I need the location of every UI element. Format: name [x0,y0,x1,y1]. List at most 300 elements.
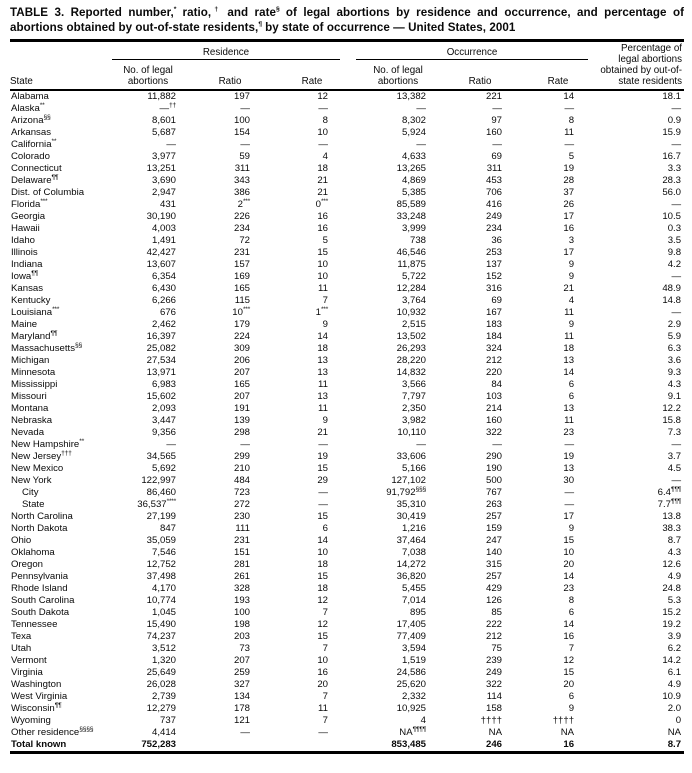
value-cell: 10 [317,655,328,666]
value-cell: 11 [318,379,328,390]
value-cell: — [318,727,328,738]
value-cell: 197 [233,91,250,102]
value-cell: 230 [233,511,250,522]
table-row [10,451,684,463]
value-cell: 38.3 [662,523,682,534]
table-row [10,535,684,547]
value-cell: 322 [485,427,502,438]
value-cell: 17 [563,247,575,258]
value-cell: — [564,499,575,510]
value-cell: — [318,499,328,510]
table-row [10,667,684,679]
value-cell: 4.3 [667,547,682,558]
value-cell: 25,649 [146,667,176,678]
value-cell: 19 [563,163,575,174]
state-cell: Mississippi [11,379,58,390]
value-cell: 15 [317,247,328,258]
table-row [10,187,684,199]
value-cell: — [166,139,176,150]
value-cell: 178 [233,703,250,714]
value-cell: 11 [564,307,575,318]
value-cell: 4 [420,715,426,726]
value-cell: 6.3 [667,343,682,354]
value-cell: 151 [233,547,250,558]
value-cell: 14.8 [662,295,682,306]
table-row [10,259,684,271]
value-cell: 7 [322,607,328,618]
state-cell: New York [11,475,52,486]
table-row [10,655,684,667]
value-cell: 2,462 [151,319,176,330]
value-cell: 10*** [232,305,250,318]
value-cell: 7.3 [667,427,682,438]
value-cell: 6 [568,391,575,402]
state-cell: Colorado [11,151,50,162]
value-cell: 23 [563,427,575,438]
value-cell: 26 [563,199,575,210]
table-row [10,631,684,643]
value-cell: 8,302 [401,115,426,126]
state-cell: Massachusetts§§ [11,341,82,354]
value-cell: 8 [568,115,575,126]
value-cell: 48.9 [662,283,682,294]
value-cell: 4,003 [151,223,176,234]
table-row [10,211,684,223]
value-cell: 7.7¶¶¶ [657,497,682,510]
value-cell: 139 [233,415,250,426]
value-cell: —†† [159,101,176,114]
value-cell: 6,266 [151,295,176,306]
value-cell: 752,283 [141,739,176,750]
value-cell: 85,589 [396,199,426,210]
value-cell: 15 [317,571,328,582]
value-cell: 28.3 [662,175,682,186]
value-cell: 4.9 [667,571,682,582]
value-cell: 3.7 [667,451,682,462]
value-cell: 3,690 [151,175,176,186]
state-cell: Indiana [11,259,43,270]
value-cell: 214 [485,403,502,414]
value-cell: †††† [552,715,575,726]
value-cell: 134 [233,691,250,702]
state-cell: Illinois [11,247,38,258]
value-cell: 17 [563,511,575,522]
value-cell: 26,293 [396,343,426,354]
table-row [10,691,684,703]
value-cell: 77,409 [396,631,426,642]
value-cell: NA [667,727,682,738]
value-cell: 14 [563,571,575,582]
value-cell: 4.9 [667,679,682,690]
value-cell: 738 [409,235,426,246]
value-cell: 28 [563,175,575,186]
table-row [10,223,684,235]
table-row [10,319,684,331]
column-header-residence-ratio: Ratio [218,76,242,87]
value-cell: 207 [233,655,250,666]
value-cell: 3,982 [401,415,426,426]
value-cell: 35,059 [146,535,176,546]
value-cell: 257 [485,511,502,522]
table-row [10,127,684,139]
value-cell: 69 [491,295,502,306]
value-cell: 327 [233,679,250,690]
value-cell: 12.2 [662,403,682,414]
state-cell: Oklahoma [11,547,55,558]
value-cell: 298 [233,427,250,438]
value-cell: 3.3 [667,163,682,174]
value-cell: 12,284 [396,283,426,294]
state-cell: Georgia [11,211,46,222]
table-row [10,619,684,631]
value-cell: 12 [563,655,575,666]
value-cell: 343 [233,175,250,186]
value-cell: 3 [568,235,575,246]
value-cell: 20 [563,679,575,690]
value-cell: 12 [317,91,328,102]
value-cell: — [564,103,575,114]
table-row [10,727,684,739]
value-cell: 152 [485,271,502,282]
value-cell: 13 [563,403,575,414]
value-cell: 224 [233,331,250,342]
value-cell: — [564,439,575,450]
value-cell: — [492,439,502,450]
value-cell: 316 [485,283,502,294]
value-cell: — [492,103,502,114]
value-cell: 431 [159,199,176,210]
value-cell: 259 [233,667,250,678]
table-row [10,415,684,427]
abortion-statistics-table [10,42,684,754]
state-cell: Utah [11,643,32,654]
table-row [10,547,684,559]
value-cell: 7 [322,643,328,654]
value-cell: 3,999 [401,223,426,234]
value-cell: 160 [485,127,502,138]
value-cell: 7 [322,691,328,702]
value-cell: 7,038 [401,547,426,558]
value-cell: 9.3 [667,367,682,378]
state-cell: Minnesota [11,367,56,378]
value-cell: 6.2 [667,643,682,654]
value-cell: 18 [317,583,328,594]
value-cell: 26,028 [146,679,176,690]
table-row [10,523,684,535]
value-cell: — [492,139,502,150]
state-cell: Pennsylvania [11,571,69,582]
value-cell: 15.9 [662,127,682,138]
value-cell: 6 [322,523,328,534]
value-cell: 2,947 [151,187,176,198]
value-cell: 5,166 [401,463,426,474]
column-header-occurrence-ratio: Ratio [468,76,492,87]
value-cell: 9 [568,259,575,270]
table-row [10,235,684,247]
table-row [10,163,684,175]
value-cell: 13,265 [396,163,426,174]
table-row [10,559,684,571]
state-cell: New Hampshire** [11,437,84,450]
value-cell: 0.9 [667,115,682,126]
value-cell: 212 [485,355,502,366]
value-cell: 4.2 [667,259,682,270]
state-cell: Alabama [11,91,49,102]
value-cell [188,739,272,753]
value-cell: 0 [675,715,682,726]
value-cell: 7 [322,715,328,726]
value-cell: — [671,307,682,318]
state-cell: New Jersey††† [11,449,72,462]
value-cell: 158 [485,703,502,714]
value-cell: 1,216 [401,523,426,534]
value-cell: 5 [568,151,575,162]
value-cell: 36,537**** [137,497,176,510]
value-cell: 190 [485,463,502,474]
table-row [10,571,684,583]
table-row [10,475,684,487]
value-cell: 18.1 [662,91,682,102]
value-cell: 15,602 [146,391,176,402]
value-cell: 19.2 [662,619,682,630]
value-cell: 28,220 [396,355,426,366]
value-cell: — [240,439,250,450]
table-row [10,271,684,283]
table-row [10,199,684,211]
value-cell: 9.8 [667,247,682,258]
table-row [10,151,684,163]
value-cell: 6,983 [151,379,176,390]
value-cell: 29 [317,475,328,486]
value-cell: 15 [317,463,328,474]
value-cell: 2.9 [667,319,682,330]
value-cell: 253 [485,247,502,258]
state-cell: Kentucky [11,295,51,306]
value-cell: 5 [322,235,328,246]
value-cell: 1*** [315,305,328,318]
value-cell: 2*** [237,197,250,210]
value-cell: 226 [233,211,250,222]
value-cell: 1,320 [151,655,176,666]
value-cell: 9,356 [151,427,176,438]
value-cell: 3,764 [401,295,426,306]
value-cell: 453 [485,175,502,186]
state-cell: Oregon [11,559,43,570]
value-cell: 14 [317,331,328,342]
value-cell: 114 [486,691,502,702]
value-cell: 75 [491,643,502,654]
value-cell: 15 [563,535,575,546]
table-row [10,139,684,151]
table-row [10,283,684,295]
value-cell: 103 [485,391,502,402]
state-cell: New Mexico [11,463,64,474]
table-title: TABLE 3. Reported number,* ratio,† and rate§ of legal abortions by residence and occurrence, and percentage of abortions obtained by out-of-state residents,¶ by state of occurrence — United States, 2001 [10,5,684,42]
value-cell: 10 [317,127,328,138]
value-cell: 4,414 [151,727,176,738]
value-cell: 6 [568,607,575,618]
value-cell: 11 [564,331,575,342]
value-cell: 16,397 [146,331,176,342]
value-cell: 737 [159,715,176,726]
state-cell: Wyoming [11,715,51,726]
value-cell: 4,633 [401,151,426,162]
value-cell: 56.0 [662,187,682,198]
value-cell: 159 [485,523,502,534]
value-cell: 429 [485,583,502,594]
state-cell: Vermont [11,655,47,666]
value-cell: 4.3 [667,379,682,390]
value-cell: 165 [233,283,250,294]
value-cell: 10.9 [662,691,682,702]
group-header-residence-label: Residence [112,47,340,60]
state-cell: Iowa¶¶ [11,269,38,282]
value-cell: NA [488,727,502,738]
value-cell: 9 [568,523,575,534]
value-cell: 263 [485,499,502,510]
value-cell: 6 [568,691,575,702]
value-cell: 12.6 [662,559,682,570]
value-cell: 15 [317,511,328,522]
value-cell: 206 [233,355,250,366]
value-cell: 7 [568,643,575,654]
value-cell: 16 [317,223,328,234]
value-cell: 11 [318,283,328,294]
value-cell: 416 [485,199,502,210]
value-cell: 234 [233,223,250,234]
table-row [10,295,684,307]
value-cell: 5,722 [401,271,426,282]
value-cell: 21 [563,283,575,294]
value-cell: 13,607 [146,259,176,270]
table-row [10,355,684,367]
value-cell: 18 [317,559,328,570]
value-cell: 322 [485,679,502,690]
value-cell: 198 [233,619,250,630]
value-cell: 14 [563,91,575,102]
value-cell: 3,566 [401,379,426,390]
value-cell: 281 [233,559,250,570]
value-cell: 30,190 [146,211,176,222]
table-row [10,307,684,319]
value-cell: 8.7 [667,739,682,750]
value-cell: 249 [485,667,502,678]
value-cell: 7,797 [401,391,426,402]
value-cell: 5.9 [667,331,682,342]
value-cell: 9 [568,319,575,330]
value-cell: 115 [234,295,250,306]
value-cell: 10 [317,259,328,270]
state-cell: Arizona§§ [11,113,51,126]
value-cell: 157 [233,259,250,270]
value-cell: 4 [568,295,575,306]
value-cell: — [240,727,250,738]
value-cell: — [240,139,250,150]
state-cell: Michigan [11,355,50,366]
value-cell: — [416,103,426,114]
value-cell: 10,925 [396,703,426,714]
table-row [10,367,684,379]
value-cell: 315 [485,559,502,570]
value-cell: 11 [564,127,575,138]
value-cell: 299 [233,451,250,462]
state-cell: Alaska** [11,101,45,114]
value-cell: 14 [317,535,328,546]
value-cell: 13.8 [662,511,682,522]
value-cell: 100 [233,115,250,126]
value-cell: 121 [233,715,250,726]
value-cell: 11,875 [397,259,426,270]
value-cell: — [416,439,426,450]
table-row [10,103,684,115]
value-cell: †††† [480,715,502,726]
value-cell: 72 [239,235,250,246]
state-cell: Other residence§§§§ [11,725,94,738]
column-header-percentage: Percentage of legal abortions obtained by out-of-state residents [600,43,683,87]
value-cell: 13 [317,355,328,366]
value-cell: 10,110 [397,427,426,438]
state-cell: Ohio [11,535,32,546]
state-cell: Tennessee [11,619,58,630]
value-cell: 290 [485,451,502,462]
value-cell: 73 [239,643,250,654]
value-cell: 706 [485,187,502,198]
value-cell: 8,601 [151,115,176,126]
value-cell: 3,447 [151,415,176,426]
state-cell: Louisiana*** [11,305,60,318]
value-cell: 21 [317,187,328,198]
table-row [10,739,684,753]
table-row [10,175,684,187]
value-cell: 16 [563,223,575,234]
value-cell: 16 [317,211,328,222]
value-cell: — [318,487,328,498]
value-cell: 5,687 [151,127,176,138]
value-cell: 140 [485,547,502,558]
value-cell: 257 [485,571,502,582]
value-cell: 59 [239,151,250,162]
value-cell [272,739,352,753]
value-cell: 36,820 [396,571,426,582]
table-row [10,463,684,475]
value-cell: 261 [233,571,250,582]
value-cell: NA¶¶¶¶ [399,725,426,738]
value-cell: 165 [233,379,250,390]
value-cell: 311 [486,163,502,174]
state-cell: North Dakota [11,523,68,534]
state-cell: Missouri [11,391,47,402]
value-cell: 24,586 [396,667,426,678]
value-cell: 191 [233,403,250,414]
value-cell: 500 [485,475,502,486]
value-cell: — [671,475,682,486]
value-cell: 3.9 [667,631,682,642]
state-cell: State [22,499,45,510]
table-row [10,715,684,727]
value-cell: 122,997 [141,475,176,486]
group-header-occurrence-label: Occurrence [356,47,588,60]
table-body [10,90,684,753]
state-cell: California** [11,137,57,150]
value-cell: 42,427 [146,247,176,258]
value-cell: 10,932 [396,307,426,318]
value-cell: 2,332 [401,691,426,702]
value-cell: 231 [233,535,250,546]
state-cell: Arkansas [11,127,51,138]
value-cell: 46,546 [396,247,426,258]
value-cell: 9.1 [667,391,682,402]
value-cell: 220 [485,367,502,378]
